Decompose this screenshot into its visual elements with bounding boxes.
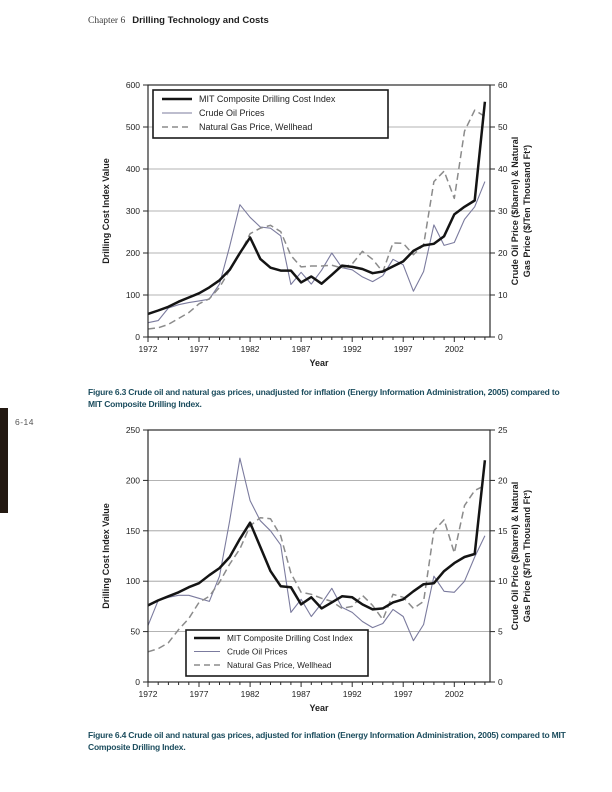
crude-oil-line xyxy=(148,182,485,323)
chapter-tab-marker xyxy=(0,408,8,513)
y-axis-right-title-line2: Gas Price ($/Ten Thousand Ft³) xyxy=(522,489,532,623)
svg-text:0: 0 xyxy=(135,677,140,687)
y-axis-left xyxy=(126,425,148,687)
legend xyxy=(186,630,368,676)
y-axis-right-title-line1: Crude Oil Price ($/barrel) & Natural xyxy=(510,136,520,286)
svg-text:1982: 1982 xyxy=(240,689,260,699)
svg-text:1997: 1997 xyxy=(393,689,413,699)
svg-text:1977: 1977 xyxy=(189,344,209,354)
svg-text:600: 600 xyxy=(125,80,140,90)
svg-text:1997: 1997 xyxy=(393,344,413,354)
gridlines xyxy=(148,480,490,631)
svg-text:1972: 1972 xyxy=(138,689,158,699)
y-axis-right xyxy=(490,80,508,342)
svg-text:150: 150 xyxy=(125,525,140,536)
svg-text:1972: 1972 xyxy=(138,344,158,354)
legend xyxy=(153,90,388,138)
legend-label: MIT Composite Drilling Cost Index xyxy=(199,94,336,104)
legend-label: Natural Gas Price, Wellhead xyxy=(227,660,332,670)
svg-text:100: 100 xyxy=(125,576,140,587)
natural-gas-line xyxy=(148,110,485,329)
gridlines xyxy=(148,127,490,295)
x-axis-labels xyxy=(139,344,464,354)
y-axis-left-title: Drilling Cost Index Value xyxy=(101,503,111,609)
svg-text:0: 0 xyxy=(135,332,140,342)
y-axis-right-title-line2: Gas Price ($/Ten Thousand Ft³) xyxy=(522,144,532,278)
svg-text:1987: 1987 xyxy=(291,344,311,354)
y-axis-left xyxy=(126,80,148,342)
svg-text:400: 400 xyxy=(125,164,140,174)
y-axis-left-title: Drilling Cost Index Value xyxy=(101,158,111,264)
svg-text:1987: 1987 xyxy=(291,689,311,699)
svg-text:50: 50 xyxy=(130,626,140,637)
figure-6-4-plot xyxy=(95,420,545,720)
svg-text:10: 10 xyxy=(498,290,508,300)
figure-6-3-caption: Figure 6.3 Crude oil and natural gas prices, unadjusted for inflation (Energy Information Administration, 2005) compared to MIT Composite Drilling Index. xyxy=(88,387,560,410)
y-axis-right-title-line1: Crude Oil Price ($/barrel) & Natural xyxy=(510,481,520,631)
svg-text:20: 20 xyxy=(498,248,508,258)
svg-text:1982: 1982 xyxy=(240,344,260,354)
svg-text:10: 10 xyxy=(498,576,508,587)
x-axis-labels xyxy=(139,689,464,699)
figure-6-3-chart xyxy=(95,75,545,375)
crude-oil-line xyxy=(148,458,485,641)
svg-text:20: 20 xyxy=(498,475,508,486)
legend-label: MIT Composite Drilling Cost Index xyxy=(227,633,353,643)
svg-text:1992: 1992 xyxy=(342,344,362,354)
svg-text:50: 50 xyxy=(498,122,508,132)
svg-text:200: 200 xyxy=(125,475,140,486)
legend-label: Crude Oil Prices xyxy=(199,108,265,118)
legend-label: Natural Gas Price, Wellhead xyxy=(199,122,313,132)
x-axis-ticks xyxy=(148,337,485,342)
y-axis-right xyxy=(490,425,508,687)
x-axis-title: Year xyxy=(309,358,329,368)
svg-text:2002: 2002 xyxy=(444,344,464,354)
svg-text:40: 40 xyxy=(498,164,508,174)
svg-text:2002: 2002 xyxy=(444,689,464,699)
svg-text:100: 100 xyxy=(125,290,140,300)
svg-text:30: 30 xyxy=(498,206,508,216)
svg-text:300: 300 xyxy=(125,206,140,216)
svg-text:15: 15 xyxy=(498,525,508,536)
svg-text:0: 0 xyxy=(498,677,503,687)
x-axis-ticks xyxy=(148,682,485,687)
svg-text:25: 25 xyxy=(498,425,508,435)
page-header xyxy=(88,15,269,26)
legend-label: Crude Oil Prices xyxy=(227,646,288,657)
natural-gas-line xyxy=(148,485,485,651)
svg-text:500: 500 xyxy=(125,122,140,132)
mit-index-line xyxy=(148,460,485,609)
chapter-label: Chapter 6 xyxy=(88,16,126,26)
svg-text:60: 60 xyxy=(498,80,508,90)
svg-text:200: 200 xyxy=(125,248,140,258)
figure-6-4-caption: Figure 6.4 Crude oil and natural gas prices, adjusted for inflation (Energy Information Administration, 2005) compared to MIT Composite Drilling Index. xyxy=(88,730,566,753)
svg-text:1977: 1977 xyxy=(189,689,209,699)
svg-text:0: 0 xyxy=(498,332,503,342)
chapter-title: Drilling Technology and Costs xyxy=(132,15,269,26)
x-axis-title: Year xyxy=(309,703,329,713)
page-number: 6-14 xyxy=(15,417,35,427)
svg-text:250: 250 xyxy=(125,425,140,435)
figure-6-3-plot xyxy=(95,75,545,375)
figure-6-4-chart xyxy=(95,420,545,720)
svg-text:1992: 1992 xyxy=(342,689,362,699)
svg-text:5: 5 xyxy=(498,626,503,637)
